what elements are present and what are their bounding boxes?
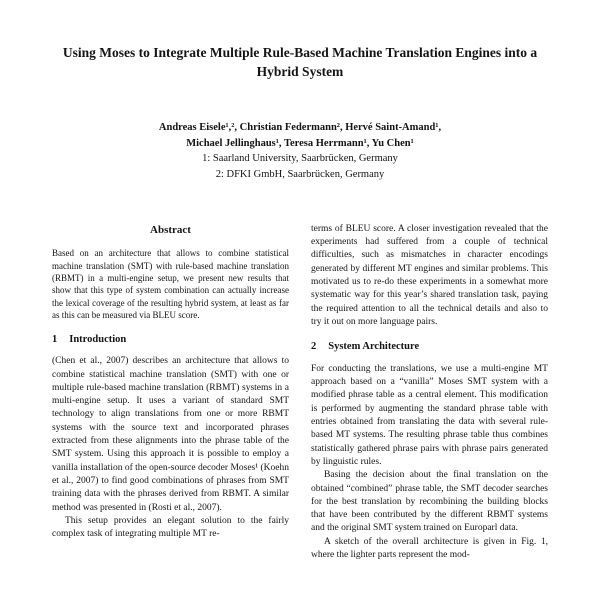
continuation-paragraph: terms of BLEU score. A closer investigation revealed that the experiments had suffered from a couple of technical difficulties, such as mismatches in character encodings generated by different MT engines and similar problems. This motivated us to re-do these experiments in a somewhat more systematic way for this year’s shared translation task, paying the required attention to all the technical details and also to try it out on more language pairs.: [311, 223, 548, 327]
right-column: [311, 223, 548, 563]
sysarch-paragraph-2: Basing the decision about the final translation on the obtained “combined” phrase table, the SMT decoder searches for the best translation by recombining the building blocks that have been contributed by the different RBMT systems and the original SMT system trained on Europarl data.: [311, 470, 548, 534]
abstract-text: Based on an architecture that allows to combine statistical machine translation (SMT) with rule-based machine translation (RBMT) in a multi-engine setup, we present new results that show that this type of system combination can actually increase the lexical coverage of the resulting hybrid system, at least as far as this can be measured via BLEU score.: [52, 248, 289, 321]
left-column: [52, 223, 289, 563]
sysarch-paragraph-3: A sketch of the overall architecture is given in Fig. 1, where the lighter parts represent the mod-: [311, 536, 548, 560]
affiliation-2: 2: DFKI GmbH, Saarbrücken, Germany: [215, 169, 385, 181]
section-number: 2: [311, 341, 317, 353]
intro-paragraph-1: (Chen et al., 2007) describes an architecture that allows to combine statistical machine translation (SMT) with one or multiple rule-based machine translation (RBMT) systems in a multi-engine setup. It uses a variant of standard SMT technology to align translations from one or more RBMT systems with the source text and incorporated phrases extracted from these alignments into the phrase table of the SMT system. Using this approach it is possible to employ a vanilla installation of the open-source decoder Moses¹ (Koehn et al., 2007) to find good combinations of phrases from SMT training data with the phrases derived from RBMT. A similar method was presented in (Rosti et al., 2007).: [52, 356, 289, 513]
affiliation-1: 1: Saarland University, Saarbrücken, Germany: [202, 153, 398, 165]
two-column-body: [52, 223, 548, 563]
section-title: System Architecture: [328, 341, 420, 353]
authors-block: [52, 120, 548, 183]
intro-paragraph-2: This setup provides an elegant solution to the fairly complex task of integrating multiple MT re-: [52, 515, 289, 540]
sysarch-paragraph-1: For conducting the translations, we use a multi-engine MT approach based on a “vanilla” Moses SMT system with a modified phrase table as a central element. This modification is performed by augmenting the standard phrase table with entries obtained from translating the data with several rule-based MT systems. The resulting phrase table thus combines statistically gathered phrase pairs with phrase pairs generated by linguistic rules.: [311, 363, 548, 467]
section-number: 1: [52, 333, 58, 345]
authors-line-2: Michael Jellinghaus¹, Teresa Herrmann¹, Yu Chen¹: [186, 137, 414, 149]
paper-title: Using Moses to Integrate Multiple Rule-Based Machine Translation Engines into a Hybrid System: [62, 45, 538, 79]
section-heading-system-architecture: [311, 340, 548, 355]
section-heading-introduction: [52, 333, 289, 348]
section-title: Introduction: [69, 333, 127, 345]
abstract-heading: Abstract: [150, 223, 191, 236]
authors-line-1: Andreas Eisele¹,², Christian Federmann², Hervé Saint-Amand¹,: [158, 121, 442, 133]
